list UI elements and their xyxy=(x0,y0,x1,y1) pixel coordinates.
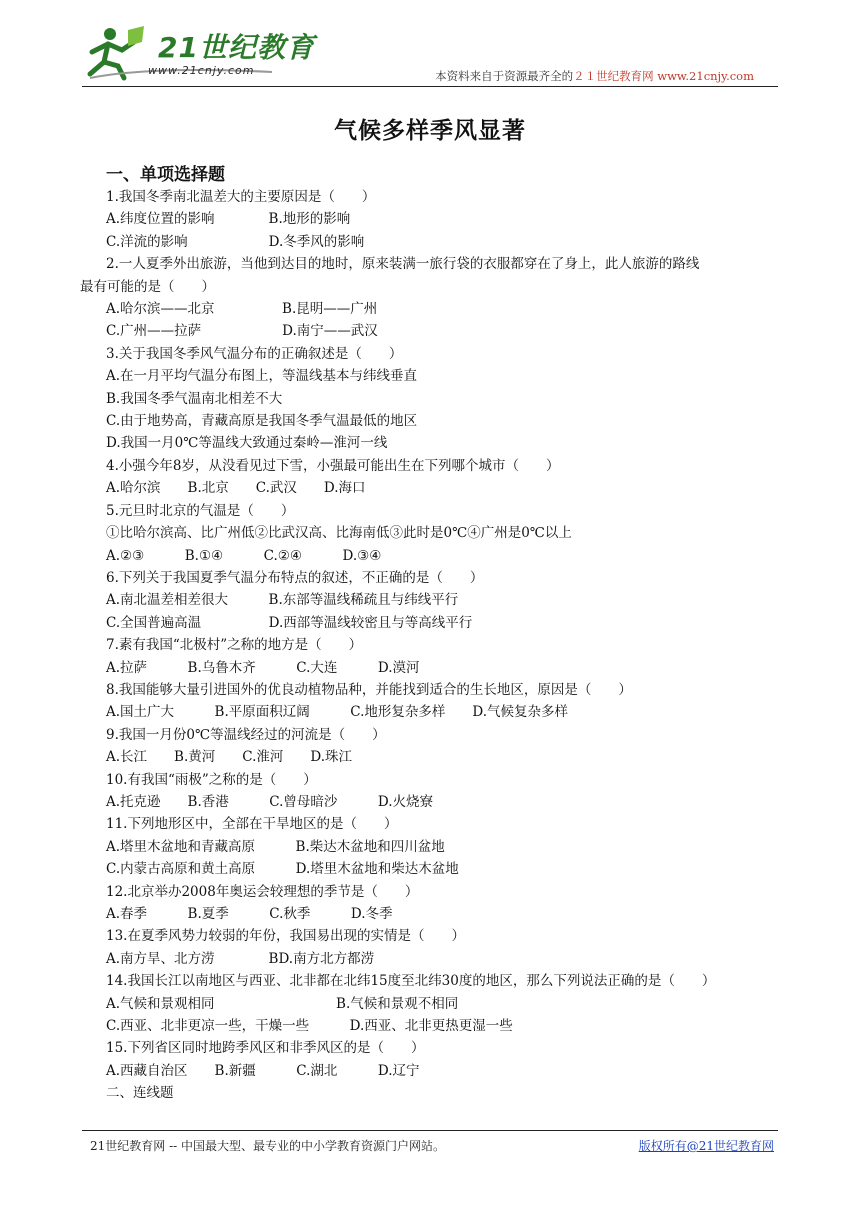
text-line: A.长江 B.黄河 C.淮河 D.珠江 xyxy=(106,749,353,766)
text-line: 13.在夏季风势力较弱的年份，我国易出现的实情是（ ） xyxy=(106,928,465,945)
text-line: A.南北温差相差很大 B.东部等温线稀疏且与纬线平行 xyxy=(106,592,459,609)
text-line: A.哈尔滨——北京 B.昆明——广州 xyxy=(106,301,378,318)
text-line: A.哈尔滨 B.北京 C.武汉 D.海口 xyxy=(106,480,366,497)
text-line: 8.我国能够大量引进国外的优良动植物品种，并能找到适合的生长地区，原因是（ ） xyxy=(106,681,632,698)
footer-text: 21世纪教育网 -- 中国最大型、最专业的中小学教育资源门户网站。 xyxy=(90,1139,446,1153)
question-list xyxy=(80,186,786,1105)
text-line: C.洋流的影响 D.冬季风的影响 xyxy=(106,233,365,250)
text-line: C.全国普遍高温 D.西部等温线较密且与等高线平行 xyxy=(106,614,473,631)
text-line: 5.元旦时北京的气温是（ ） xyxy=(106,502,295,519)
text-line: A.国土广大 B.平原面积辽阔 C.地形复杂多样 D.气候复杂多样 xyxy=(106,704,569,721)
header-note xyxy=(435,68,754,84)
text-line: ①比哈尔滨高、比广州低②比武汉高、比海南低③此时是0℃④广州是0℃以上 xyxy=(106,525,572,542)
header-note-prefix: 本资料来自于资源最齐全的 xyxy=(435,69,574,83)
page-footer xyxy=(82,1130,778,1153)
header-note-highlight[interactable]: ２１世纪教育网 xyxy=(573,69,654,83)
text-line: A.托克逊 B.香港 C.曾母暗沙 D.火烧寮 xyxy=(106,793,434,810)
text-line: 最有可能的是（ ） xyxy=(80,278,215,295)
text-line: 14.我国长江以南地区与西亚、北非都在北纬15度至北纬30度的地区，那么下列说法正确的是（ ） xyxy=(106,973,716,990)
text-line: 10.有我国“雨极”之称的是（ ） xyxy=(106,771,317,788)
text-line: A.春季 B.夏季 C.秋季 D.冬季 xyxy=(106,906,393,922)
text-line: A.南方旱、北方涝 BD.南方北方都涝 xyxy=(106,950,375,967)
logo-text: 21世纪教育 xyxy=(158,31,315,64)
text-line: 11.下列地形区中，全部在干旱地区的是（ ） xyxy=(106,816,398,833)
text-line: 12.北京举办2008年奥运会较理想的季节是（ ） xyxy=(106,883,419,900)
text-line: C.由于地势高，青藏高原是我国冬季气温最低的地区 xyxy=(106,413,418,430)
text-line: D.我国一月0℃等温线大致通过秦岭—淮河一线 xyxy=(106,435,388,452)
header-note-url[interactable]: www.21cnjy.com xyxy=(657,69,754,83)
text-line: B.我国冬季气温南北相差不大 xyxy=(106,390,283,407)
text-line: 4.小强今年8岁，从没看见过下雪，小强最可能出生在下列哪个城市（ ） xyxy=(106,457,560,474)
copyright-link[interactable]: 版权所有@21世纪教育网 xyxy=(638,1139,774,1153)
page-header xyxy=(82,18,778,87)
logo-url: www.21cnjy.com xyxy=(148,64,255,77)
text-line: A.纬度位置的影响 B.地形的影响 xyxy=(106,211,351,228)
page-title: 气候多样季风显著 xyxy=(334,118,526,144)
text-line: C.内蒙古高原和黄土高原 D.塔里木盆地和柴达木盆地 xyxy=(106,861,459,878)
text-line: A.在一月平均气温分布图上，等温线基本与纬线垂直 xyxy=(106,368,418,385)
text-line: A.西藏自治区 B.新疆 C.湖北 D.辽宁 xyxy=(106,1062,420,1079)
text-line: A.②③ B.①④ C.②④ D.③④ xyxy=(106,547,382,564)
text-line: A.拉萨 B.乌鲁木齐 C.大连 D.漠河 xyxy=(106,659,420,676)
text-line: A.气候和景观相同 B.气候和景观不相同 xyxy=(106,995,459,1012)
text-line: C.广州——拉萨 D.南宁——武汉 xyxy=(106,323,378,340)
text-line: 7.素有我国“北极村”之称的地方是（ ） xyxy=(106,637,363,654)
text-line: A.塔里木盆地和青藏高原 B.柴达木盆地和四川盆地 xyxy=(106,838,445,855)
text-line: 15.下列省区同时地跨季风区和非季风区的是（ ） xyxy=(106,1040,425,1057)
text-line: 1.我国冬季南北温差大的主要原因是（ ） xyxy=(106,189,376,205)
text-line: 2.一人夏季外出旅游，当他到达目的地时，原来装满一旅行袋的衣服都穿在了身上，此人旅游的路线 xyxy=(106,256,700,273)
text-line: 6.下列关于我国夏季气温分布特点的叙述，不正确的是（ ） xyxy=(106,569,484,586)
section-heading-2: 二、连线题 xyxy=(106,1085,174,1102)
text-line: 3.关于我国冬季风气温分布的正确叙述是（ ） xyxy=(106,345,403,362)
text-line: C.西亚、北非更凉一些，干燥一些 D.西亚、北非更热更湿一些 xyxy=(106,1018,513,1035)
section-heading-1: 一、单项选择题 xyxy=(106,165,225,185)
text-line: 9.我国一月份0℃等温线经过的河流是（ ） xyxy=(106,726,386,743)
